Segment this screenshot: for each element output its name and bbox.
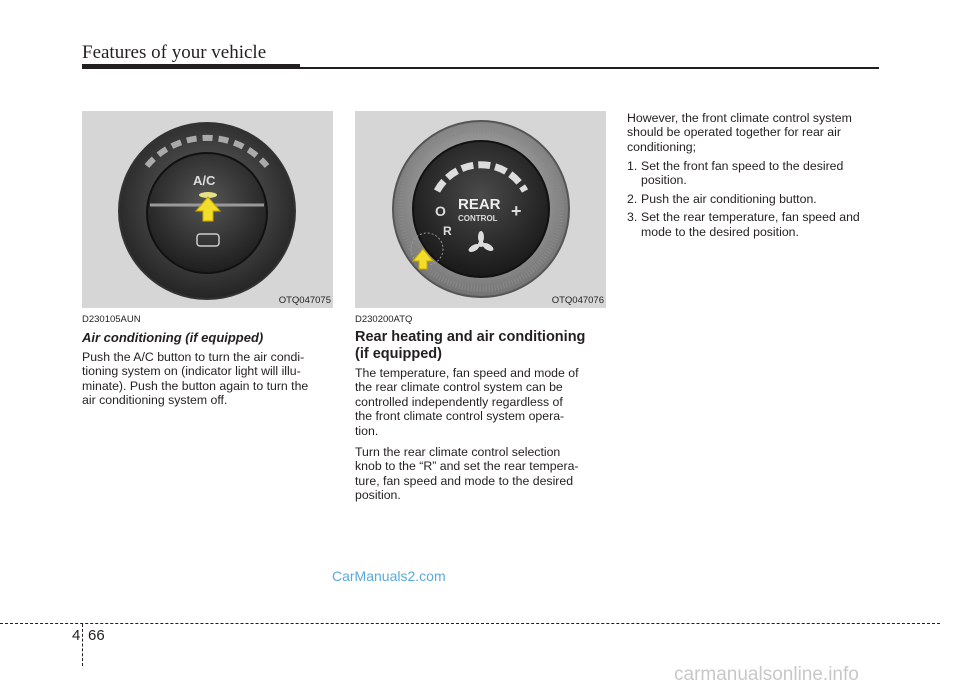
rear-knob-subtitle: CONTROL [458,214,498,223]
ac-knob-label: A/C [193,173,216,188]
text-line: Turn the rear climate control selection [355,445,561,459]
text-line: minate). Push the button again to turn the [82,378,309,393]
list-item [627,192,880,206]
text-line: position. [355,488,401,503]
step-text: Push the air conditioning button. [641,191,817,206]
section-heading [355,329,607,363]
step-number: 1. [627,159,638,173]
right-intro-paragraph [627,111,880,154]
text-line: tion. [355,423,379,438]
heading-line: Rear heating and air conditioning [355,329,586,345]
text-line: However, the front climate control system [627,111,852,125]
step-number: 2. [627,191,638,206]
section-heading: Air conditioning (if equipped) [82,330,264,345]
footer-site-watermark: carmanualsonline.info [674,664,859,685]
step-text: Set the front fan speed to the desired position. [641,159,844,188]
list-item [627,210,880,239]
rear-paragraph-2 [355,445,606,503]
text-line: conditioning; [627,139,697,154]
rear-knob-title: REAR [458,196,501,213]
text-line: knob to the “R” and set the rear tempera- [355,459,579,474]
text-line: The temperature, fan speed and mode of [355,366,579,380]
off-mark: O [435,203,446,219]
section-code: D230200ATQ [355,314,413,325]
watermark-link[interactable]: CarManuals2.com [332,568,446,584]
figure-ac-knob [82,111,333,308]
step-number: 3. [627,210,638,225]
figure-rear-knob [355,111,606,308]
header-rule-thick [82,64,300,69]
text-line: the front climate control system opera- [355,409,565,424]
rear-knob-illustration [355,111,606,308]
chapter-number: 4 [72,627,81,644]
text-line: Push the A/C button to turn the air condi- [82,350,305,364]
header-rule-thin [300,67,879,69]
plus-mark: + [511,201,522,221]
rear-paragraph-1 [355,366,606,438]
section-code: D230105AUN [82,314,141,325]
footer-divider [82,624,83,666]
text-line: ture, fan speed and mode to the desired [355,473,574,488]
steps-list [627,159,880,243]
footer-rule [0,623,940,624]
text-line: should be operated together for rear air [627,125,841,140]
step-text: Set the rear temperature, fan speed and mode to the desired position. [641,210,860,239]
figure-code: OTQ047075 [278,295,331,306]
page-header-title: Features of your vehicle [82,42,267,63]
text-line: tioning system on (indicator light will illu- [82,364,301,379]
text-line: air conditioning system off. [82,393,228,408]
heading-line: (if equipped) [355,346,442,362]
text-line: controlled independently regardless of [355,394,563,409]
ac-paragraph [82,350,333,408]
r-mark: R [443,224,452,238]
ac-knob-illustration [82,111,333,308]
text-line: the rear climate control system can be [355,380,563,395]
figure-code: OTQ047076 [551,295,604,306]
page-number: 66 [88,627,105,644]
list-item [627,159,880,188]
